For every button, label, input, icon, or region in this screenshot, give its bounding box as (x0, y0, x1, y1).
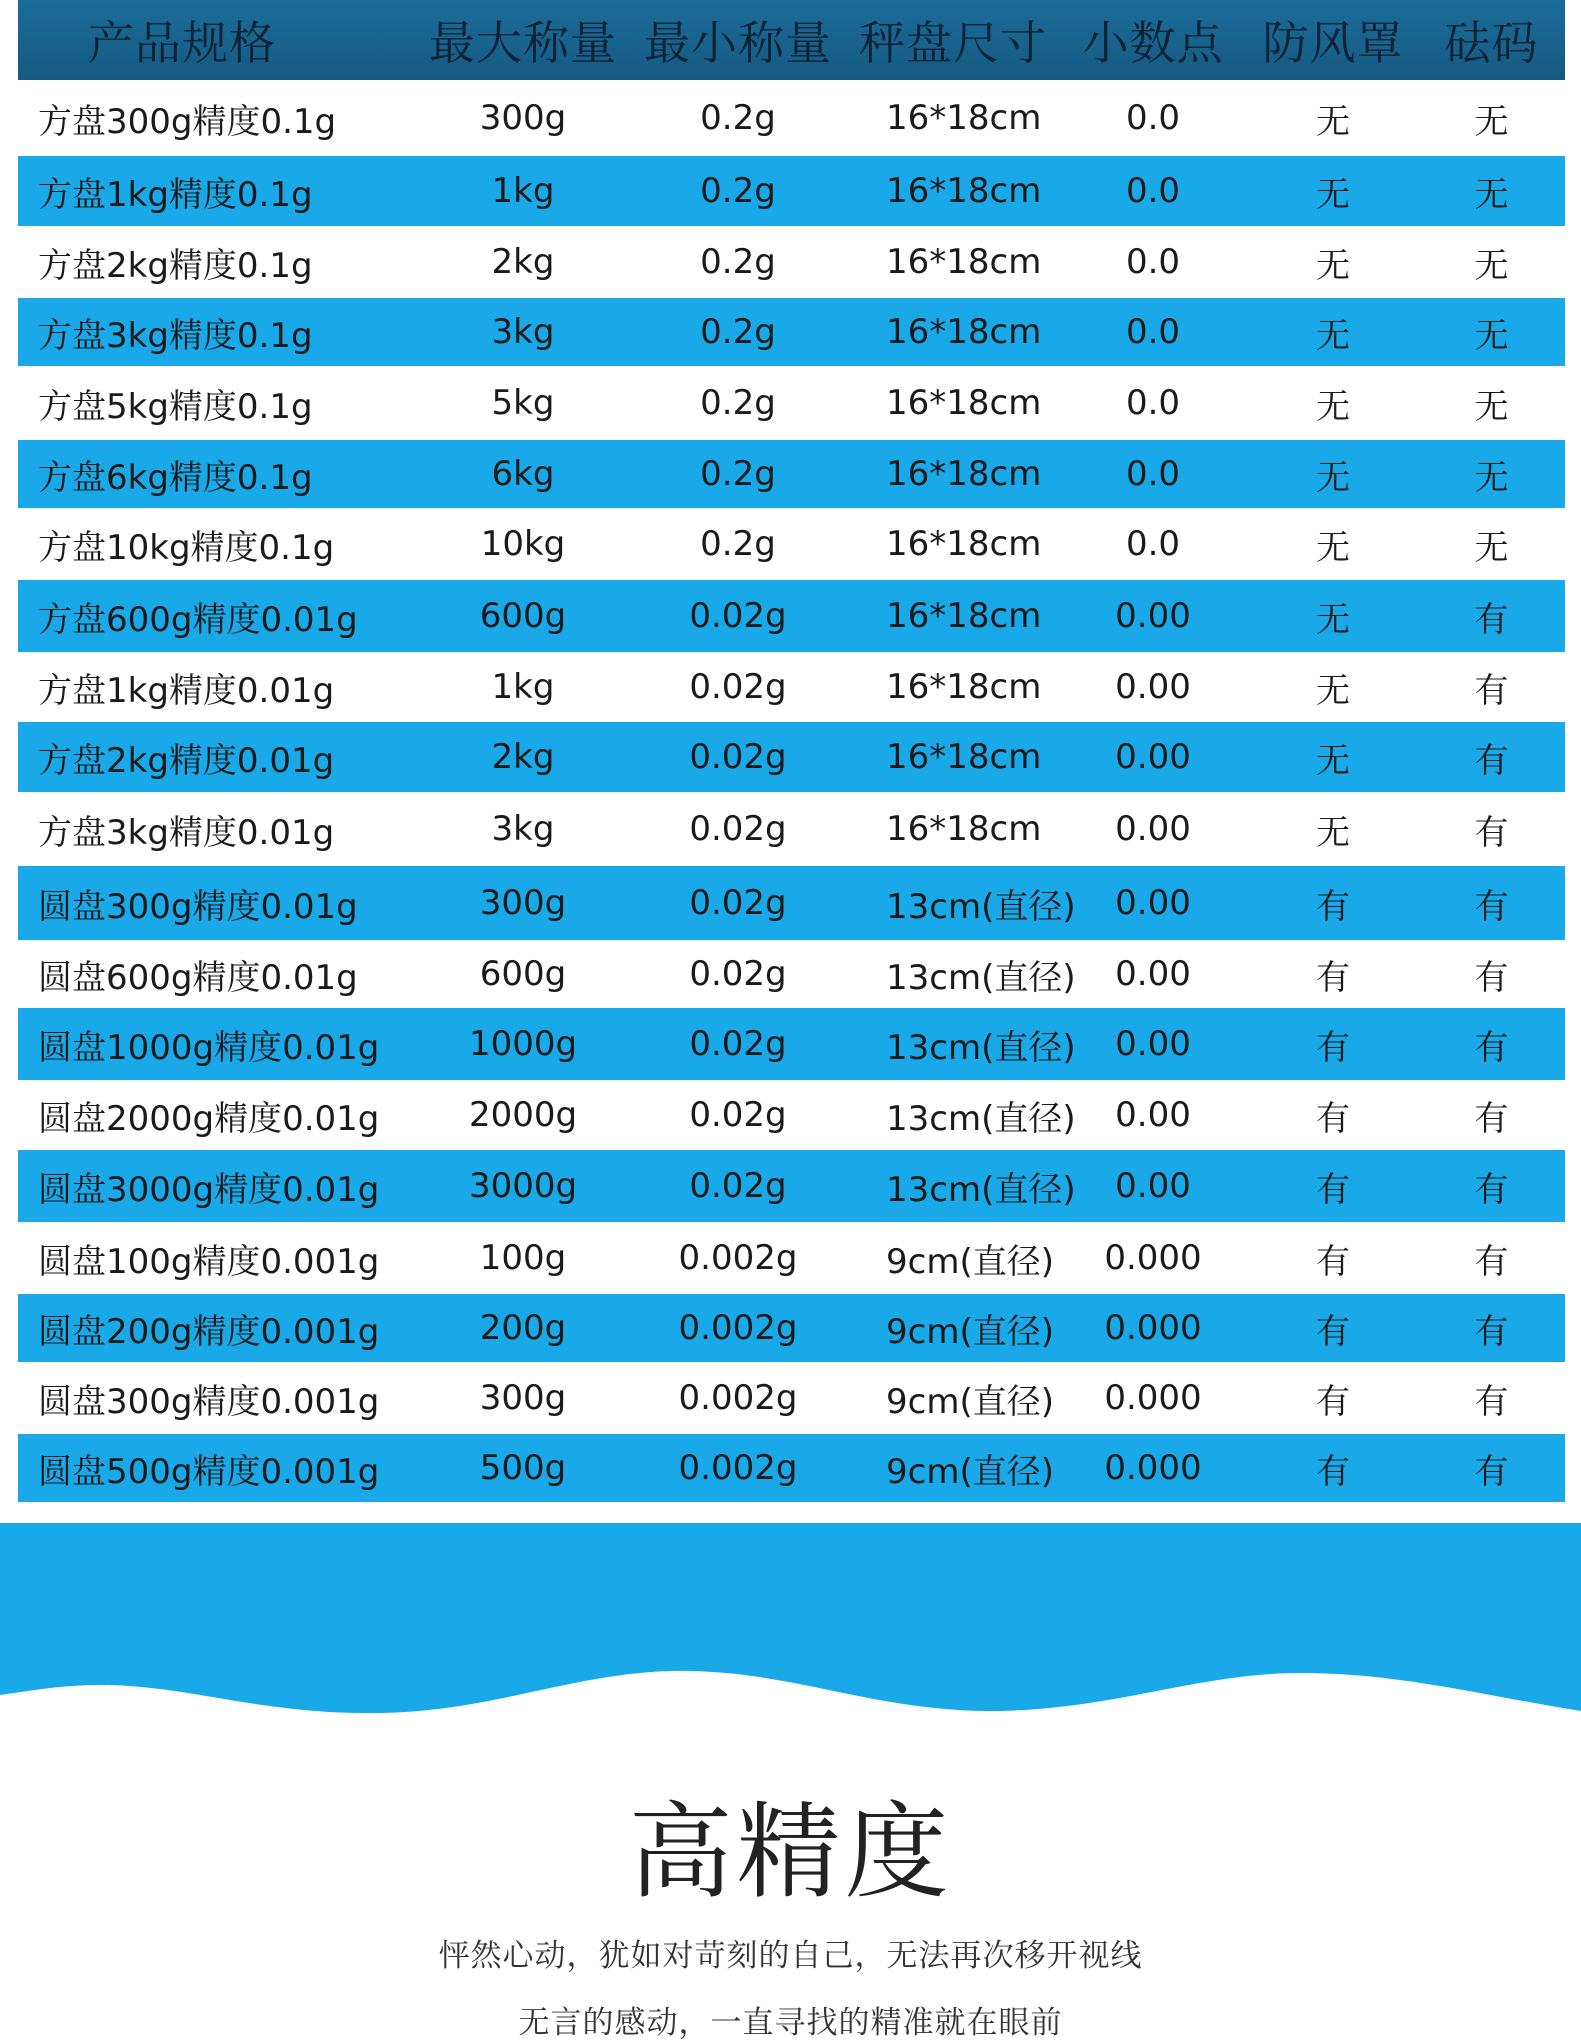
cell-min-capacity: 0.2g (700, 171, 776, 211)
table-row (18, 722, 1565, 792)
cell-max-capacity: 1kg (491, 171, 555, 211)
cell-windshield: 有 (1316, 886, 1350, 927)
cell-min-capacity: 0.02g (689, 1166, 787, 1206)
cell-pan-size: 9cm(直径) (886, 1451, 1054, 1492)
cell-pan-size: 16*18cm (886, 809, 1042, 849)
table-row (18, 226, 1565, 298)
cell-weights: 有 (1474, 599, 1509, 640)
cell-pan-size: 13cm(直径) (886, 1027, 1076, 1068)
cell-max-capacity: 3000g (468, 1166, 578, 1206)
cell-decimal: 0.00 (1115, 954, 1191, 994)
cell-pan-size: 13cm(直径) (886, 957, 1076, 998)
cell-decimal: 0.00 (1115, 1095, 1191, 1135)
table-row (18, 1080, 1565, 1150)
cell-min-capacity: 0.2g (700, 383, 776, 423)
cell-windshield: 无 (1316, 101, 1350, 142)
cell-spec: 圆盘2000g精度0.01g (38, 1098, 380, 1139)
cell-windshield: 无 (1316, 457, 1350, 498)
table-body (18, 80, 1565, 1502)
header-windshield: 防风罩 (1262, 16, 1404, 70)
cell-decimal: 0.00 (1115, 1166, 1191, 1206)
cell-spec: 方盘1kg精度0.01g (38, 670, 335, 711)
cell-pan-size: 16*18cm (886, 737, 1042, 777)
cell-windshield: 无 (1316, 245, 1350, 286)
cell-max-capacity: 3kg (491, 312, 555, 352)
cell-decimal: 0.0 (1125, 454, 1181, 494)
cell-decimal: 0.0 (1125, 312, 1181, 352)
cell-pan-size: 16*18cm (886, 524, 1042, 564)
cell-windshield: 有 (1316, 1098, 1350, 1139)
cell-spec: 方盘600g精度0.01g (38, 599, 358, 640)
cell-weights: 有 (1474, 1311, 1509, 1352)
cell-pan-size: 16*18cm (886, 312, 1042, 352)
table-row (18, 1150, 1565, 1222)
cell-weights: 无 (1474, 245, 1509, 286)
table-row (18, 156, 1565, 226)
cell-min-capacity: 0.02g (689, 1024, 787, 1064)
table-row (18, 508, 1565, 580)
cell-pan-size: 16*18cm (886, 596, 1042, 636)
cell-spec: 方盘10kg精度0.1g (38, 527, 335, 568)
cell-max-capacity: 2000g (468, 1095, 578, 1135)
cell-weights: 有 (1474, 1027, 1509, 1068)
cell-weights: 无 (1474, 386, 1509, 427)
table-row (18, 652, 1565, 722)
cell-spec: 圆盘500g精度0.001g (38, 1451, 380, 1492)
cell-decimal: 0.0 (1125, 242, 1181, 282)
cell-min-capacity: 0.002g (678, 1378, 798, 1418)
cell-pan-size: 16*18cm (886, 242, 1042, 282)
table-row (18, 440, 1565, 508)
cell-max-capacity: 500g (479, 1448, 567, 1488)
cell-spec: 方盘3kg精度0.1g (38, 315, 313, 356)
cell-min-capacity: 0.2g (700, 98, 776, 138)
header-decimal: 小数点 (1082, 16, 1224, 70)
cell-pan-size: 16*18cm (886, 383, 1042, 423)
cell-max-capacity: 300g (479, 98, 567, 138)
cell-min-capacity: 0.02g (689, 809, 787, 849)
cell-windshield: 有 (1316, 1451, 1350, 1492)
cell-windshield: 无 (1316, 527, 1350, 568)
cell-max-capacity: 300g (479, 883, 567, 923)
cell-spec: 圆盘600g精度0.01g (38, 957, 358, 998)
promo-section (0, 1780, 1581, 2042)
wave-band (0, 1523, 1581, 1733)
cell-windshield: 无 (1316, 315, 1350, 356)
cell-min-capacity: 0.02g (689, 596, 787, 636)
cell-max-capacity: 3kg (491, 809, 555, 849)
cell-decimal: 0.000 (1104, 1448, 1202, 1488)
cell-min-capacity: 0.2g (700, 524, 776, 564)
cell-max-capacity: 1000g (468, 1024, 578, 1064)
cell-windshield: 无 (1316, 599, 1350, 640)
wave-shape (0, 1523, 1581, 1713)
cell-max-capacity: 5kg (491, 383, 555, 423)
cell-spec: 圆盘200g精度0.001g (38, 1311, 380, 1352)
cell-decimal: 0.00 (1115, 737, 1191, 777)
cell-weights: 无 (1474, 457, 1509, 498)
cell-min-capacity: 0.002g (678, 1238, 798, 1278)
cell-pan-size: 13cm(直径) (886, 1098, 1076, 1139)
header-spec: 产品规格 (88, 16, 276, 70)
cell-decimal: 0.000 (1104, 1308, 1202, 1348)
cell-windshield: 有 (1316, 1027, 1350, 1068)
header-weights: 砝码 (1444, 16, 1539, 70)
cell-spec: 圆盘300g精度0.001g (38, 1381, 380, 1422)
header-pan-size: 秤盘尺寸 (859, 16, 1047, 70)
cell-spec: 方盘5kg精度0.1g (38, 386, 313, 427)
table-row (18, 80, 1565, 156)
cell-max-capacity: 100g (479, 1238, 567, 1278)
table-row (18, 940, 1565, 1008)
cell-spec: 圆盘100g精度0.001g (38, 1241, 380, 1282)
cell-windshield: 有 (1316, 1381, 1350, 1422)
cell-min-capacity: 0.2g (700, 242, 776, 282)
cell-max-capacity: 6kg (491, 454, 555, 494)
cell-weights: 有 (1474, 812, 1509, 853)
cell-decimal: 0.00 (1115, 596, 1191, 636)
table-row (18, 298, 1565, 366)
spec-table (18, 0, 1565, 1502)
cell-decimal: 0.0 (1125, 524, 1181, 564)
table-row (18, 1222, 1565, 1294)
cell-weights: 有 (1474, 1169, 1509, 1210)
cell-weights: 有 (1474, 1098, 1509, 1139)
cell-max-capacity: 10kg (480, 524, 566, 564)
cell-windshield: 无 (1316, 812, 1350, 853)
cell-max-capacity: 300g (479, 1378, 567, 1418)
cell-min-capacity: 0.002g (678, 1308, 798, 1348)
cell-decimal: 0.00 (1115, 1024, 1191, 1064)
cell-pan-size: 13cm(直径) (886, 886, 1076, 927)
cell-pan-size: 16*18cm (886, 171, 1042, 211)
promo-title: 高精度 (628, 1791, 953, 1913)
cell-weights: 有 (1474, 670, 1509, 711)
cell-weights: 无 (1474, 315, 1509, 356)
cell-spec: 方盘1kg精度0.1g (38, 174, 313, 215)
cell-windshield: 无 (1316, 670, 1350, 711)
cell-windshield: 有 (1316, 957, 1350, 998)
cell-pan-size: 13cm(直径) (886, 1169, 1076, 1210)
cell-min-capacity: 0.02g (689, 954, 787, 994)
cell-windshield: 有 (1316, 1311, 1350, 1352)
cell-weights: 有 (1474, 1241, 1509, 1282)
cell-pan-size: 9cm(直径) (886, 1381, 1054, 1422)
cell-min-capacity: 0.2g (700, 312, 776, 352)
header-max-capacity: 最大称量 (429, 16, 617, 70)
cell-windshield: 有 (1316, 1241, 1350, 1282)
cell-max-capacity: 200g (479, 1308, 567, 1348)
table-row (18, 1434, 1565, 1502)
cell-decimal: 0.0 (1125, 383, 1181, 423)
cell-spec: 圆盘3000g精度0.01g (38, 1169, 380, 1210)
header-min-capacity: 最小称量 (644, 16, 832, 70)
cell-spec: 方盘6kg精度0.1g (38, 457, 313, 498)
cell-weights: 有 (1474, 1381, 1509, 1422)
cell-spec: 方盘3kg精度0.01g (38, 812, 335, 853)
cell-max-capacity: 2kg (491, 242, 555, 282)
cell-min-capacity: 0.02g (689, 737, 787, 777)
table-row (18, 866, 1565, 940)
cell-spec: 圆盘300g精度0.01g (38, 886, 358, 927)
cell-windshield: 无 (1316, 386, 1350, 427)
cell-windshield: 无 (1316, 740, 1350, 781)
table-row (18, 1362, 1565, 1434)
cell-max-capacity: 1kg (491, 667, 555, 707)
table-row (18, 366, 1565, 440)
cell-max-capacity: 600g (479, 954, 567, 994)
cell-min-capacity: 0.02g (689, 1095, 787, 1135)
promo-line-2: 无言的感动，一直寻找的精准就在眼前 (518, 2005, 1063, 2041)
table-row (18, 1294, 1565, 1362)
cell-decimal: 0.00 (1115, 809, 1191, 849)
cell-spec: 圆盘1000g精度0.01g (38, 1027, 380, 1068)
cell-max-capacity: 600g (479, 596, 567, 636)
cell-pan-size: 16*18cm (886, 98, 1042, 138)
cell-weights: 有 (1474, 957, 1509, 998)
cell-min-capacity: 0.002g (678, 1448, 798, 1488)
cell-weights: 有 (1474, 740, 1509, 781)
cell-windshield: 无 (1316, 174, 1350, 215)
cell-min-capacity: 0.02g (689, 883, 787, 923)
cell-spec: 方盘2kg精度0.1g (38, 245, 313, 286)
cell-decimal: 0.000 (1104, 1378, 1202, 1418)
table-row (18, 580, 1565, 652)
cell-pan-size: 9cm(直径) (886, 1241, 1054, 1282)
cell-decimal: 0.0 (1125, 98, 1181, 138)
table-header (18, 0, 1565, 80)
cell-weights: 有 (1474, 886, 1509, 927)
cell-pan-size: 16*18cm (886, 667, 1042, 707)
cell-pan-size: 9cm(直径) (886, 1311, 1054, 1352)
cell-decimal: 0.00 (1115, 883, 1191, 923)
cell-weights: 无 (1474, 101, 1509, 142)
cell-spec: 方盘300g精度0.1g (38, 101, 337, 142)
cell-max-capacity: 2kg (491, 737, 555, 777)
promo-line-1: 怦然心动，犹如对苛刻的自己，无法再次移开视线 (438, 1938, 1143, 1974)
cell-decimal: 0.00 (1115, 667, 1191, 707)
cell-weights: 有 (1474, 1451, 1509, 1492)
cell-weights: 无 (1474, 174, 1509, 215)
cell-weights: 无 (1474, 527, 1509, 568)
cell-decimal: 0.0 (1125, 171, 1181, 211)
cell-spec: 方盘2kg精度0.01g (38, 740, 335, 781)
table-row (18, 792, 1565, 866)
cell-pan-size: 16*18cm (886, 454, 1042, 494)
cell-decimal: 0.000 (1104, 1238, 1202, 1278)
cell-windshield: 有 (1316, 1169, 1350, 1210)
cell-min-capacity: 0.02g (689, 667, 787, 707)
table-row (18, 1008, 1565, 1080)
cell-min-capacity: 0.2g (700, 454, 776, 494)
